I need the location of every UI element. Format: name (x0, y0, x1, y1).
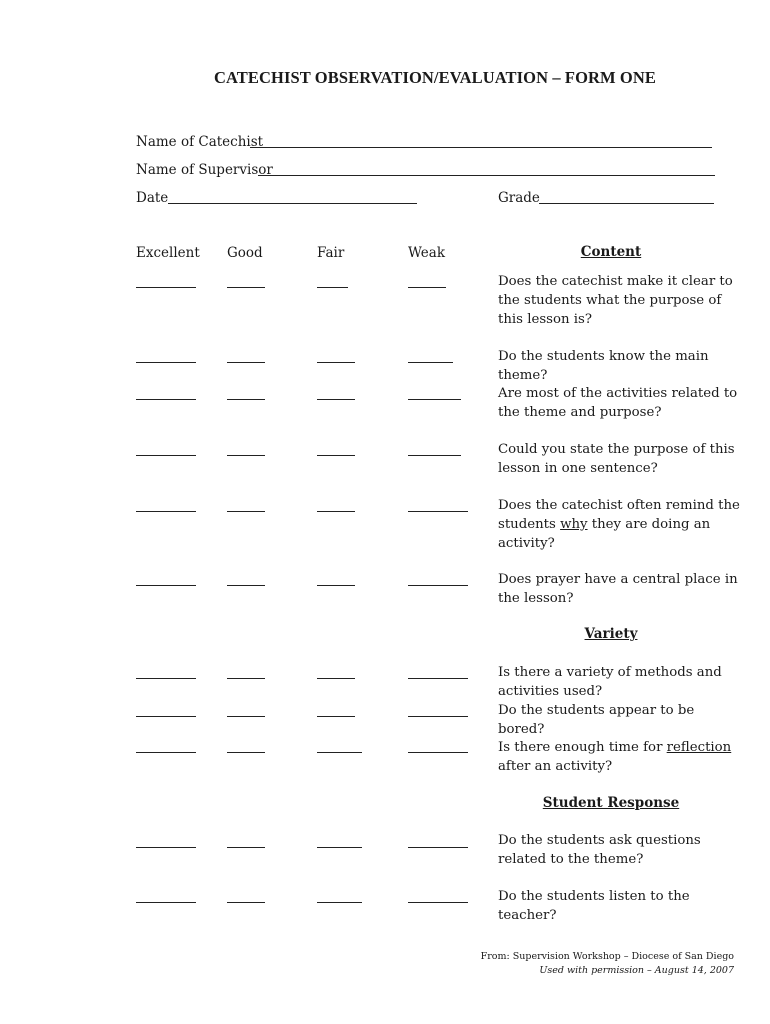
blank-good[interactable] (227, 847, 265, 848)
blank-excellent[interactable] (136, 362, 196, 363)
blank-excellent[interactable] (136, 455, 196, 456)
question-text: Is there a variety of methods and activities used? (498, 665, 722, 699)
catechist-name-label: Name of Catechist (136, 134, 264, 150)
blank-fair[interactable] (317, 902, 362, 903)
blank-fair[interactable] (317, 716, 355, 717)
blank-excellent[interactable] (136, 287, 196, 288)
rating-header-excellent: Excellent (136, 245, 200, 261)
blank-fair[interactable] (317, 678, 355, 679)
section-heading-variety: Variety (584, 626, 638, 642)
rating-header-good: Good (227, 245, 263, 261)
question-text: Are most of the activities related to the theme and purpose? (498, 386, 738, 420)
question-text: Do the students appear to be bored? (498, 703, 695, 737)
emphasis-reflection: reflection (666, 740, 732, 755)
blank-fair[interactable] (317, 362, 355, 363)
blank-weak[interactable] (408, 287, 446, 288)
blank-good[interactable] (227, 455, 265, 456)
blank-good[interactable] (227, 902, 265, 903)
footer-source: From: Supervision Workshop – Diocese of San Diego (480, 951, 734, 962)
emphasis-why: why (560, 517, 588, 532)
grade-label: Grade (498, 190, 540, 206)
blank-excellent[interactable] (136, 847, 196, 848)
blank-fair[interactable] (317, 847, 362, 848)
question-text: Do the students listen to the teacher? (498, 889, 690, 923)
blank-weak[interactable] (408, 902, 468, 903)
blank-excellent[interactable] (136, 511, 196, 512)
question-text: Could you state the purpose of this lesson in one sentence? (498, 442, 735, 476)
blank-good[interactable] (227, 716, 265, 717)
date-label: Date (136, 190, 169, 206)
blank-weak[interactable] (408, 716, 468, 717)
blank-weak[interactable] (408, 455, 461, 456)
blank-good[interactable] (227, 399, 265, 400)
blank-weak[interactable] (408, 585, 468, 586)
blank-good[interactable] (227, 678, 265, 679)
blank-excellent[interactable] (136, 752, 196, 753)
section-heading-content: Content (580, 244, 642, 260)
blank-excellent[interactable] (136, 716, 196, 717)
question-text: Does prayer have a central place in the lesson? (498, 572, 738, 606)
question-text: Is there enough time for reflection after an activity? (498, 740, 732, 774)
date-field[interactable] (168, 203, 417, 204)
blank-excellent[interactable] (136, 585, 196, 586)
rating-header-fair: Fair (317, 245, 345, 261)
blank-weak[interactable] (408, 399, 461, 400)
supervisor-name-label: Name of Supervisor (136, 162, 273, 178)
question-text: Do the students know the main theme? (498, 349, 709, 383)
question-text: Do the students ask questions related to the theme? (498, 833, 701, 867)
catechist-name-field[interactable] (250, 147, 712, 148)
blank-fair[interactable] (317, 287, 348, 288)
blank-excellent[interactable] (136, 678, 196, 679)
question-text: Does the catechist make it clear to the students what the purpose of this lesson is? (498, 274, 733, 327)
blank-fair[interactable] (317, 455, 355, 456)
blank-weak[interactable] (408, 678, 468, 679)
blank-weak[interactable] (408, 847, 468, 848)
blank-fair[interactable] (317, 752, 362, 753)
blank-good[interactable] (227, 511, 265, 512)
blank-weak[interactable] (408, 362, 453, 363)
rating-header-weak: Weak (408, 245, 445, 261)
blank-weak[interactable] (408, 752, 468, 753)
supervisor-name-field[interactable] (258, 175, 715, 176)
section-heading-student-response: Student Response (542, 795, 680, 811)
blank-good[interactable] (227, 585, 265, 586)
footer-permission: Used with permission – August 14, 2007 (539, 965, 734, 976)
blank-good[interactable] (227, 287, 265, 288)
blank-fair[interactable] (317, 399, 355, 400)
blank-good[interactable] (227, 362, 265, 363)
form-title: CATECHIST OBSERVATION/EVALUATION – FORM ONE (214, 68, 656, 87)
blank-weak[interactable] (408, 511, 468, 512)
blank-excellent[interactable] (136, 902, 196, 903)
blank-good[interactable] (227, 752, 265, 753)
question-text: Does the catechist often remind the students why they are doing an activity? (498, 498, 740, 551)
blank-fair[interactable] (317, 511, 355, 512)
blank-fair[interactable] (317, 585, 355, 586)
grade-field[interactable] (539, 203, 714, 204)
blank-excellent[interactable] (136, 399, 196, 400)
